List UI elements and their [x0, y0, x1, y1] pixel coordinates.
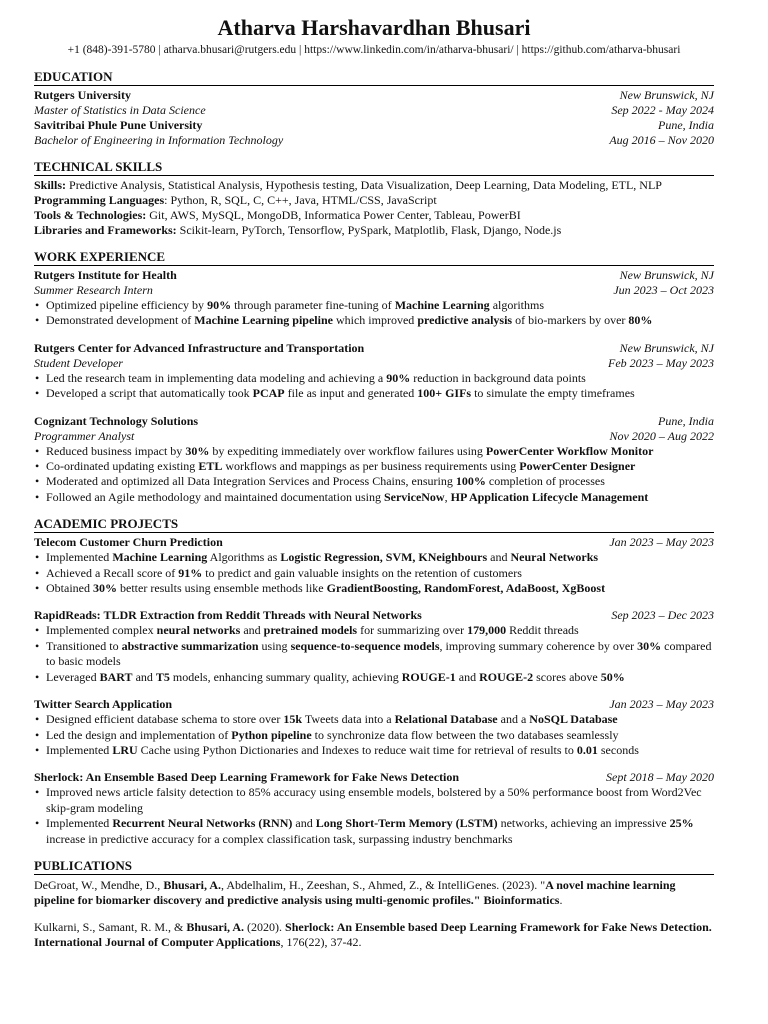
text-run: and: [455, 669, 480, 684]
bullet-item: [34, 728, 714, 743]
text-run: compared to basic models: [46, 638, 712, 669]
text-run: Tweets data into a: [302, 712, 395, 727]
project-entry: [34, 535, 714, 596]
job-role: Programmer Analyst: [34, 428, 135, 443]
text-run: Machine Learning pipeline: [194, 313, 333, 328]
text-run: Logistic Regression, SVM, KNeighbours: [280, 550, 488, 565]
job-header: [34, 341, 714, 356]
text-run: 90%: [207, 298, 232, 312]
job-location: New Brunswick, NJ: [619, 340, 714, 355]
text-run: Improved news article falsity detection to 85% accuracy using ensemble models, bolstered by a 50% performance boost from Word2Vec skip-gram modeling: [46, 785, 702, 815]
text-run: Optimized pipeline efficiency by: [46, 298, 208, 312]
text-run: pretrained models: [263, 623, 358, 638]
text-run: Implemented: [46, 816, 113, 831]
project-dates: Sept 2018 – May 2020: [606, 770, 714, 785]
text-run: increase in predictive accuracy for a complex classification task, surpassing industry benchmarks: [46, 831, 513, 846]
text-run: Machine Learning: [112, 550, 208, 565]
text-run: BART: [99, 669, 133, 684]
text-run: , 176(22), 37-42.: [280, 934, 362, 949]
text-run: ,: [444, 489, 451, 504]
bullet-item: [34, 550, 714, 565]
text-run: Kulkarni, S., Samant, R. M., &: [34, 919, 187, 934]
skill-line: Tools & Technologies: Git, AWS, MySQL, MongoDB, Informatica Power Center, Tableau, PowerBI: [34, 208, 521, 222]
text-run: Bhusari, A.: [163, 877, 221, 892]
skill-line: Skills: Predictive Analysis, Statistical Analysis, Hypothesis testing, Data Visualization, Deep Learning, Data Modeling, ETL, NLP: [34, 178, 662, 192]
text-run: reduction in background data points: [410, 370, 586, 385]
text-run: Led the design and implementation of: [46, 727, 232, 742]
bullet-item: [34, 712, 714, 727]
text-run: networks, achieving an impressive: [497, 816, 670, 831]
project-dates: Jan 2023 – May 2023: [609, 697, 714, 712]
text-run: which improved: [332, 313, 418, 328]
job-subheader: [34, 429, 714, 444]
text-run: sequence-to-sequence models: [290, 638, 440, 653]
contact-line: +1 (848)-391-5780 | atharva.bhusari@rutgers.edu | https://www.linkedin.com/in/atharva-bhusari/ | https://github.com/atharva-bhusari: [67, 44, 681, 56]
text-run: and a: [497, 712, 530, 727]
text-run: Designed efficient database schema to store over: [46, 712, 284, 727]
publications-heading: PUBLICATIONS: [34, 858, 714, 875]
bullet-list: [34, 785, 714, 847]
school-location: New Brunswick, NJ: [619, 88, 714, 102]
education-entry: [34, 88, 714, 118]
text-run: scores above: [533, 669, 601, 684]
text-run: HP Application Lifecycle Management: [450, 489, 649, 504]
project-name: RapidReads: TLDR Extraction from Reddit Threads with Neural Networks: [34, 608, 422, 623]
text-run: Sherlock: An Ensemble based Deep Learning Framework for Fake News Detection. International Journal of Computer Applications: [34, 919, 712, 949]
bullet-item: [34, 313, 714, 328]
text-run: predictive analysis: [417, 313, 513, 328]
publications-section: [34, 878, 714, 950]
text-run: PowerCenter Workflow Monitor: [485, 443, 654, 458]
text-run: .: [559, 892, 563, 907]
text-run: 30%: [637, 638, 662, 653]
bullet-list: [34, 298, 714, 329]
text-run: Algorithms as: [207, 550, 281, 565]
bullet-list: [34, 623, 714, 685]
text-run: ROUGE-1: [401, 669, 456, 684]
project-name: Telecom Customer Churn Prediction: [34, 535, 223, 550]
organization-name: Rutgers Institute for Health: [34, 268, 177, 282]
text-run: Moderated and optimized all Data Integration Services and Process Chains, ensuring: [46, 474, 456, 489]
text-run: DeGroat, W., Mendhe, D.,: [34, 877, 164, 892]
text-run: of bio-markers by over: [512, 313, 629, 328]
bullet-item: [34, 639, 714, 670]
skill-line: Libraries and Frameworks: Scikit-learn, PyTorch, Tensorflow, PySpark, Matplotlib, Flask, Django, Node.js: [34, 223, 562, 237]
text-run: Reddit threads: [506, 623, 579, 638]
text-run: Cache using Python Dictionaries and Indexes to reduce wait time for retrieval of results to: [137, 742, 577, 757]
job-entry: [34, 414, 714, 506]
organization-name: Rutgers Center for Advanced Infrastructure and Transportation: [34, 340, 365, 355]
degree-dates: Sep 2022 - May 2024: [611, 103, 714, 117]
text-run: Implemented: [46, 550, 113, 565]
text-run: A novel machine learning pipeline for biomarker discovery and predictive analysis using multi-genomic profiles." Bioinformatics: [34, 877, 676, 907]
job-dates: Jun 2023 – Oct 2023: [613, 283, 714, 297]
school-name: Rutgers University: [34, 88, 131, 102]
project-header: [34, 770, 714, 785]
bullet-item: [34, 298, 714, 313]
text-run: better results using ensemble methods like: [117, 581, 327, 596]
job-subheader: [34, 283, 714, 298]
text-run: Leveraged: [46, 669, 100, 684]
text-run: Bhusari, A.: [186, 919, 245, 934]
text-run: ROUGE-2: [479, 669, 534, 684]
text-run: NoSQL Database: [529, 712, 618, 727]
text-run: models, enhancing summary quality, achieving: [169, 669, 402, 684]
bullet-list: [34, 444, 714, 506]
text-run: file as input and generated: [284, 386, 418, 401]
education-entry: [34, 118, 714, 148]
text-run: Developed a script that automatically took: [46, 386, 253, 401]
text-run: ServiceNow: [383, 489, 445, 504]
bullet-item: [34, 490, 714, 505]
text-run: 100+ GIFs: [417, 386, 472, 401]
text-run: 179,000: [467, 623, 507, 638]
text-run: Long Short-Term Memory (LSTM): [315, 816, 498, 831]
text-run: Followed an Agile methodology and maintained documentation using: [46, 489, 384, 504]
job-location: Pune, India: [658, 413, 714, 428]
text-run: Recurrent Neural Networks (RNN): [112, 816, 293, 831]
text-run: neural networks: [156, 623, 241, 638]
text-run: (2020).: [244, 919, 286, 934]
text-run: seconds: [597, 742, 639, 757]
projects-heading: ACADEMIC PROJECTS: [34, 516, 714, 533]
skills-heading: TECHNICAL SKILLS: [34, 159, 714, 176]
bullet-item: [34, 623, 714, 638]
text-run: completion of processes: [485, 474, 605, 489]
school-location: Pune, India: [658, 118, 714, 132]
skills-section: [34, 178, 714, 238]
bullet-list: [34, 371, 714, 402]
bullet-item: [34, 566, 714, 581]
school-name: Savitribai Phule Pune University: [34, 118, 203, 132]
bullet-item: [34, 816, 714, 847]
text-run: Reduced business impact by: [46, 443, 186, 458]
project-header: [34, 535, 714, 550]
organization-name: Cognizant Technology Solutions: [34, 413, 199, 428]
text-run: 25%: [669, 816, 694, 831]
text-run: Obtained: [46, 581, 93, 596]
work-section: [34, 268, 714, 505]
project-name: Sherlock: An Ensemble Based Deep Learning Framework for Fake News Detection: [34, 770, 460, 785]
job-entry: [34, 341, 714, 402]
text-run: GradientBoosting, RandomForest, AdaBoost, XgBoost: [326, 581, 606, 596]
bullet-item: [34, 474, 714, 489]
text-run: Transitioned to: [46, 638, 122, 653]
text-run: Neural Networks: [510, 550, 599, 565]
text-run: Led the research team in implementing data modeling and achieving a: [46, 370, 387, 385]
text-run: using: [258, 638, 291, 653]
text-run: algorithms: [489, 298, 545, 312]
project-entry: [34, 697, 714, 758]
text-run: Demonstrated development of: [46, 313, 195, 328]
text-run: Implemented: [46, 742, 113, 757]
text-run: 30%: [93, 581, 117, 596]
text-run: 80%: [628, 313, 653, 328]
text-run: ETL: [198, 459, 223, 474]
work-heading: WORK EXPERIENCE: [34, 249, 714, 266]
education-section: [34, 88, 714, 148]
project-header: [34, 608, 714, 623]
text-run: Implemented complex: [46, 623, 157, 638]
job-entry: [34, 268, 714, 329]
skill-line: Programming Languages: Python, R, SQL, C, C++, Java, HTML/CSS, JavaScript: [34, 193, 437, 207]
project-dates: Jan 2023 – May 2023: [609, 535, 714, 550]
job-dates: Nov 2020 – Aug 2022: [609, 428, 714, 443]
project-header: [34, 697, 714, 712]
project-dates: Sep 2023 – Dec 2023: [611, 608, 714, 623]
text-run: by expediting immediately over workflow failures using: [209, 443, 486, 458]
projects-section: [34, 535, 714, 847]
text-run: 90%: [386, 370, 411, 385]
text-run: to predict and gain valuable insights on the retention of customers: [202, 565, 522, 580]
project-name: Twitter Search Application: [34, 697, 172, 712]
job-role: Student Developer: [34, 355, 123, 370]
publication-entry: [34, 878, 714, 908]
degree-name: Master of Statistics in Data Science: [34, 103, 206, 117]
bullet-item: [34, 670, 714, 685]
bullet-item: [34, 444, 714, 459]
text-run: PCAP: [252, 386, 285, 401]
project-entry: [34, 608, 714, 685]
bullet-item: [34, 743, 714, 758]
text-run: workflows and mappings as per business requirements using: [222, 459, 520, 474]
text-run: , improving summary coherence by over: [439, 638, 638, 653]
job-header: [34, 414, 714, 429]
text-run: 50%: [600, 669, 625, 684]
bullet-item: [34, 386, 714, 401]
bullet-list: [34, 712, 714, 758]
education-heading: EDUCATION: [34, 69, 714, 86]
text-run: , Abdelhalim, H., Zeeshan, S., Ahmed, Z., & IntelliGenes. (2023). ": [221, 877, 546, 892]
text-run: 0.01: [576, 742, 598, 757]
text-run: LRU: [112, 742, 138, 757]
text-run: Python pipeline: [231, 727, 312, 742]
job-role: Summer Research Intern: [34, 283, 153, 297]
bullet-item: [34, 371, 714, 386]
text-run: and: [240, 623, 264, 638]
job-subheader: [34, 356, 714, 371]
text-run: for summarizing over: [357, 623, 468, 638]
text-run: to simulate the empty timeframes: [471, 386, 635, 401]
job-dates: Feb 2023 – May 2023: [608, 355, 714, 370]
text-run: PowerCenter Designer: [519, 459, 636, 474]
text-run: through parameter fine-tuning of: [231, 298, 395, 312]
text-run: and: [132, 669, 156, 684]
bullet-list: [34, 550, 714, 596]
degree-name: Bachelor of Engineering in Information Technology: [34, 133, 284, 147]
text-run: and: [292, 816, 316, 831]
bullet-item: [34, 785, 714, 816]
text-run: 91%: [178, 565, 203, 580]
text-run: 15k: [283, 712, 303, 727]
text-run: Machine Learning: [394, 298, 490, 312]
job-header: [34, 268, 714, 283]
text-run: 100%: [455, 474, 486, 489]
text-run: 30%: [185, 443, 210, 458]
text-run: Achieved a Recall score of: [46, 565, 179, 580]
text-run: Relational Database: [394, 712, 498, 727]
job-location: New Brunswick, NJ: [619, 268, 714, 282]
bullet-item: [34, 581, 714, 596]
publication-entry: [34, 920, 714, 950]
degree-dates: Aug 2016 – Nov 2020: [609, 133, 714, 147]
project-entry: [34, 770, 714, 847]
candidate-name: Atharva Harshavardhan Bhusari: [217, 15, 531, 40]
text-run: abstractive summarization: [121, 638, 259, 653]
text-run: to synchronize data flow between the two databases seamlessly: [311, 727, 619, 742]
text-run: Co-ordinated updating existing: [46, 459, 199, 474]
bullet-item: [34, 459, 714, 474]
text-run: T5: [155, 669, 170, 684]
text-run: and: [487, 550, 511, 565]
